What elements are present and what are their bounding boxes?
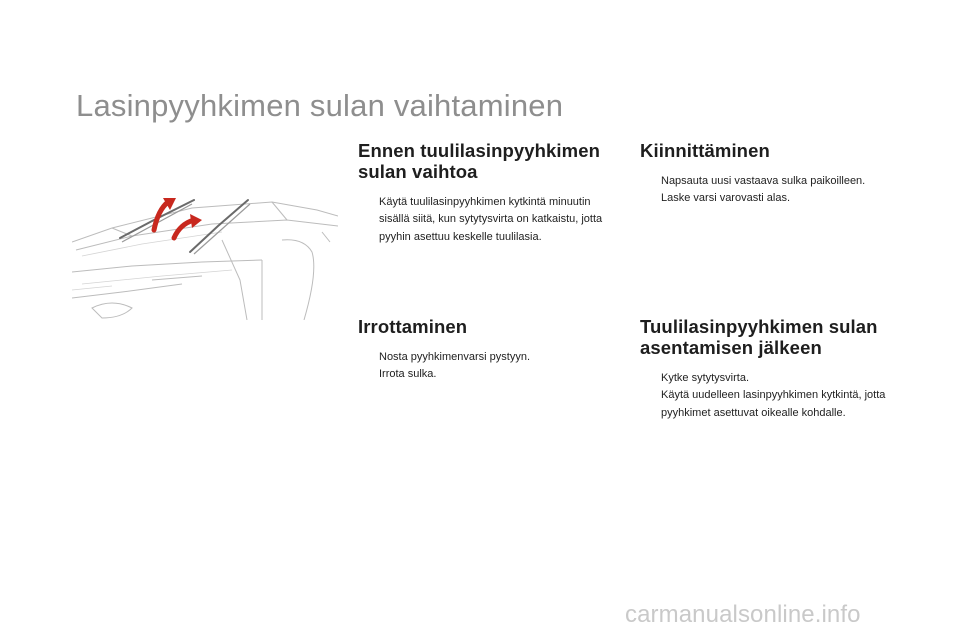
list-item-text: Nosta pyyhkimenvarsi pystyyn.	[379, 351, 530, 363]
list-item	[640, 370, 902, 387]
list-item	[358, 349, 620, 366]
instruction-list	[358, 194, 620, 246]
instruction-list	[640, 370, 902, 422]
list-item-text: Irrota sulka.	[379, 368, 437, 381]
list-item-text: Kytke sytytysvirta.	[661, 372, 750, 384]
list-item	[640, 173, 902, 190]
page-title: Lasinpyyhkimen sulan vaihtaminen	[76, 88, 564, 123]
list-item	[640, 190, 902, 207]
list-item-text: Laske varsi varovasti alas.	[661, 192, 790, 205]
section-heading: Kiinnittäminen	[640, 140, 770, 161]
wiper-illustration	[72, 180, 338, 320]
section-heading: Ennen tuulilasinpyyhkimen sulan vaihtoa	[358, 140, 601, 182]
list-item	[358, 366, 620, 383]
list-item-text: Napsauta uusi vastaava sulka paikoilleen.	[661, 175, 866, 187]
section-before-replacement	[358, 140, 620, 246]
instruction-list	[358, 349, 620, 384]
section-after-installation	[640, 316, 902, 422]
instruction-list	[640, 173, 902, 208]
section-heading: Tuulilasinpyyhkimen sulan asentamisen jälkeen	[640, 316, 878, 358]
section-removal	[358, 316, 620, 384]
list-item	[358, 194, 620, 246]
list-item	[640, 387, 902, 422]
section-heading: Irrottaminen	[358, 316, 468, 337]
list-item-text: Käytä uudelleen lasinpyyhkimen kytkintä, jotta pyyhkimet asettuvat oikealle kohdalle.	[661, 389, 886, 419]
section-fixing	[640, 140, 902, 208]
list-item-text: Käytä tuulilasinpyyhkimen kytkintä minuutin sisällä siitä, kun sytytysvirta on katkaistu, jotta pyyhin asettuu keskelle tuulilasia.	[379, 196, 603, 243]
watermark: carmanualsonline.info	[625, 601, 861, 628]
